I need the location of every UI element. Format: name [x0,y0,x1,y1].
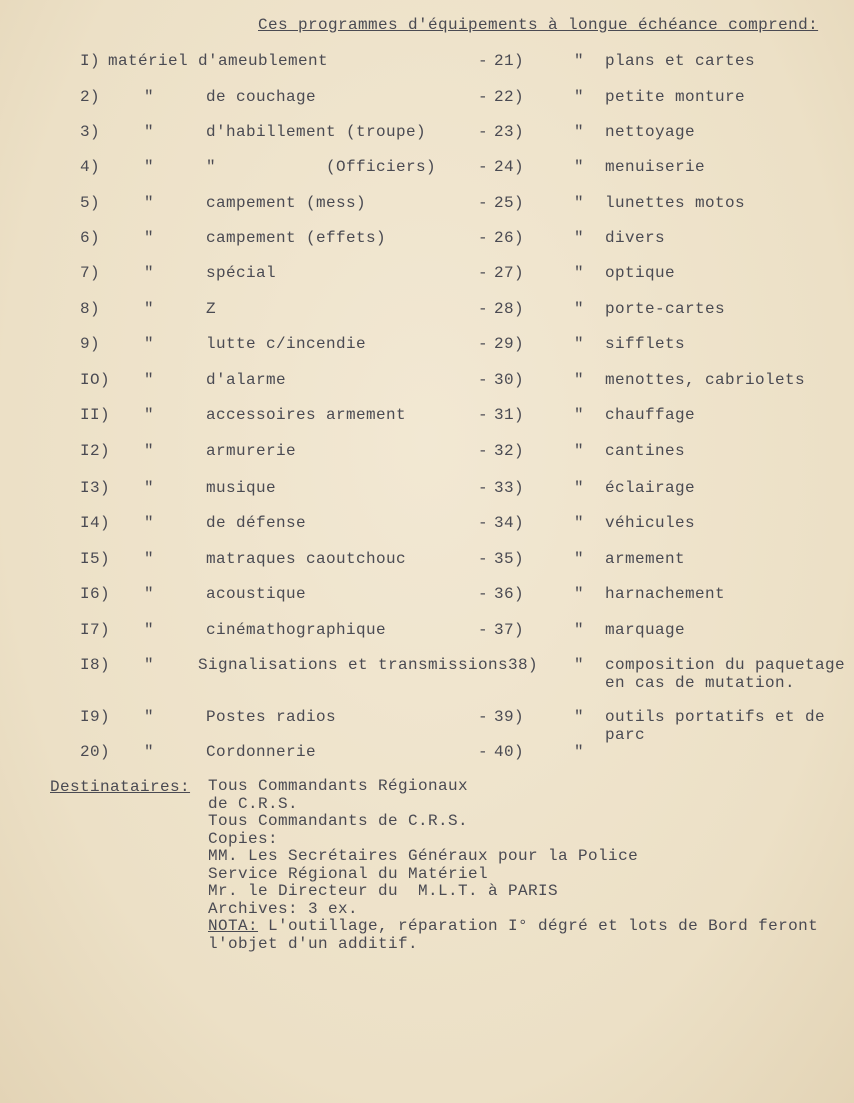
left-item-number: 6) [80,229,101,247]
list-row [0,708,854,744]
left-item-number: 20) [80,743,111,761]
right-item-number: 35) [494,550,525,568]
right-item-text: divers [605,229,666,247]
dash-separator: - [478,52,489,70]
ditto-mark: " [574,264,585,282]
right-item-number: 29) [494,335,525,353]
nota-label: NOTA: [208,917,259,935]
left-item-text: Cordonnerie [206,743,317,761]
list-row [0,335,854,371]
recipient-line: Tous Commandants Régionaux [208,777,469,795]
ditto-mark: " [574,300,585,318]
left-item-number: 9) [80,335,101,353]
left-item-number: 8) [80,300,101,318]
right-item-number: 24) [494,158,525,176]
list-row [0,88,854,124]
right-item-number: 23) [494,123,525,141]
left-item-text: matraques caoutchouc [206,550,407,568]
ditto-mark: " [574,229,585,247]
right-item-text: menuiserie [605,158,706,176]
ditto-mark: " [574,743,585,761]
ditto-mark: " [144,621,155,639]
right-item-number: 28) [494,300,525,318]
left-item-number: 5) [80,194,101,212]
ditto-mark: " [574,158,585,176]
ditto-mark: " [574,656,585,674]
left-item-number: 2) [80,88,101,106]
dash-separator: - [478,621,489,639]
left-item-text: spécial [206,264,277,282]
list-row [0,158,854,194]
nota-text: L'outillage, réparation I° dégré et lots de Bord feront [258,917,819,935]
ditto-mark: " [574,406,585,424]
recipient-line: Copies: [208,829,279,848]
dash-separator: - [478,371,489,389]
ditto-mark: " [144,123,155,141]
list-row [0,300,854,336]
right-item-text: petite monture [605,88,746,106]
left-item-number: I4) [80,514,111,532]
left-item-text: Postes radios [206,708,337,726]
right-item-text: véhicules [605,514,696,532]
right-item-text: cantines [605,442,686,460]
left-item-text: campement (effets) [206,229,387,247]
right-item-text: chauffage [605,406,696,424]
list-row [0,264,854,300]
dash-separator: - [478,158,489,176]
ditto-mark: " [144,371,155,389]
ditto-mark: " [144,406,155,424]
list-row [0,743,854,779]
left-item-text: d'habillement (troupe) [206,123,427,141]
left-item-text: " (Officiers) [206,158,437,176]
right-item-text: composition du paquetage en cas de mutation. [605,656,846,692]
ditto-mark: " [144,229,155,247]
right-item-text: menottes, cabriolets [605,371,806,389]
dash-separator: - [478,300,489,318]
ditto-mark: " [144,550,155,568]
ditto-mark: " [574,123,585,141]
nota-line-2: l'objet d'un additif. [208,934,419,953]
ditto-mark: " [144,194,155,212]
right-item-text: optique [605,264,676,282]
recipient-line: Tous Commandants de C.R.S. [208,812,469,830]
dash-separator: - [478,88,489,106]
ditto-mark: " [144,743,155,761]
right-item-number: 33) [494,479,525,497]
right-item-number: 27) [494,264,525,282]
right-item-number: 21) [494,52,525,70]
ditto-mark: " [574,621,585,639]
page-heading: Ces programmes d'équipements à longue échéance comprend: [258,16,819,34]
ditto-mark: " [144,264,155,282]
dash-separator: - [478,514,489,532]
left-item-number: I) [80,52,101,70]
right-item-text: harnachement [605,585,726,603]
ditto-mark: " [574,194,585,212]
left-item-number: I9) [80,708,111,726]
right-item-number: 37) [494,621,525,639]
left-item-text: Signalisations et transmissions38) [198,656,539,674]
left-item-text: campement (mess) [206,194,367,212]
list-row [0,371,854,407]
ditto-mark: " [144,335,155,353]
dash-separator: - [478,123,489,141]
ditto-mark: " [144,585,155,603]
left-item-text: matériel d'ameublement [108,52,329,70]
left-item-text: musique [206,479,277,497]
left-item-text: armurerie [206,442,297,460]
dash-separator: - [478,442,489,460]
left-item-number: II) [80,406,111,424]
list-row [0,656,854,692]
right-item-number: 26) [494,229,525,247]
left-item-number: I3) [80,479,111,497]
ditto-mark: " [574,479,585,497]
recipient-line: de C.R.S. [208,794,299,813]
dash-separator: - [478,708,489,726]
recipient-line: MM. Les Secrétaires Généraux pour la Police [208,847,639,865]
right-item-number: 40) [494,743,525,761]
left-item-number: I2) [80,442,111,460]
left-item-number: I6) [80,585,111,603]
right-item-number: 22) [494,88,525,106]
right-item-number: 34) [494,514,525,532]
right-item-text: armement [605,550,686,568]
list-row [0,229,854,265]
dash-separator: - [478,406,489,424]
ditto-mark: " [144,708,155,726]
ditto-mark: " [144,158,155,176]
recipient-line: Service Régional du Matériel [208,864,489,883]
dash-separator: - [478,264,489,282]
ditto-mark: " [144,514,155,532]
right-item-text: éclairage [605,479,696,497]
right-item-text: plans et cartes [605,52,756,70]
list-row [0,550,854,586]
ditto-mark: " [144,88,155,106]
dash-separator: - [478,479,489,497]
ditto-mark: " [574,371,585,389]
list-row [0,514,854,550]
ditto-mark: " [144,656,155,674]
list-row [0,479,854,515]
dash-separator: - [478,585,489,603]
list-row [0,406,854,442]
list-row [0,123,854,159]
left-item-text: de défense [206,514,307,532]
left-item-number: 3) [80,123,101,141]
left-item-number: I8) [80,656,111,674]
right-item-text: nettoyage [605,123,696,141]
ditto-mark: " [574,88,585,106]
left-item-text: Z [206,300,217,318]
right-item-number: 30) [494,371,525,389]
left-item-number: I7) [80,621,111,639]
list-row [0,585,854,621]
ditto-mark: " [574,550,585,568]
ditto-mark: " [574,335,585,353]
left-item-text: accessoires armement [206,406,407,424]
recipients-block [208,778,818,953]
dash-separator: - [478,743,489,761]
right-item-text: porte-cartes [605,300,726,318]
right-item-number: 32) [494,442,525,460]
ditto-mark: " [144,479,155,497]
dash-separator: - [478,335,489,353]
recipient-line: Mr. le Directeur du M.L.T. à PARIS [208,882,559,900]
ditto-mark: " [574,708,585,726]
ditto-mark: " [574,52,585,70]
recipients-label: Destinataires: [50,778,191,796]
list-row [0,52,854,88]
ditto-mark: " [574,514,585,532]
left-item-number: 4) [80,158,101,176]
right-item-text: lunettes motos [605,194,746,212]
ditto-mark: " [574,442,585,460]
left-item-text: cinémathographique [206,621,387,639]
left-item-text: lutte c/incendie [206,335,367,353]
list-row [0,194,854,230]
dash-separator: - [478,229,489,247]
left-item-number: 7) [80,264,101,282]
ditto-mark: " [144,300,155,318]
ditto-mark: " [144,442,155,460]
dash-separator: - [478,550,489,568]
right-item-text: sifflets [605,335,686,353]
ditto-mark: " [574,585,585,603]
left-item-text: acoustique [206,585,307,603]
left-item-text: de couchage [206,88,317,106]
nota-line [208,918,818,936]
right-item-number: 25) [494,194,525,212]
left-item-number: IO) [80,371,111,389]
right-item-text: marquage [605,621,686,639]
list-row [0,621,854,657]
right-item-number: 31) [494,406,525,424]
right-item-text: outils portatifs et de parc [605,708,826,744]
right-item-number: 36) [494,585,525,603]
dash-separator: - [478,194,489,212]
right-item-number: 39) [494,708,525,726]
recipient-line: Archives: 3 ex. [208,899,359,918]
left-item-number: I5) [80,550,111,568]
list-row [0,442,854,478]
left-item-text: d'alarme [206,371,287,389]
